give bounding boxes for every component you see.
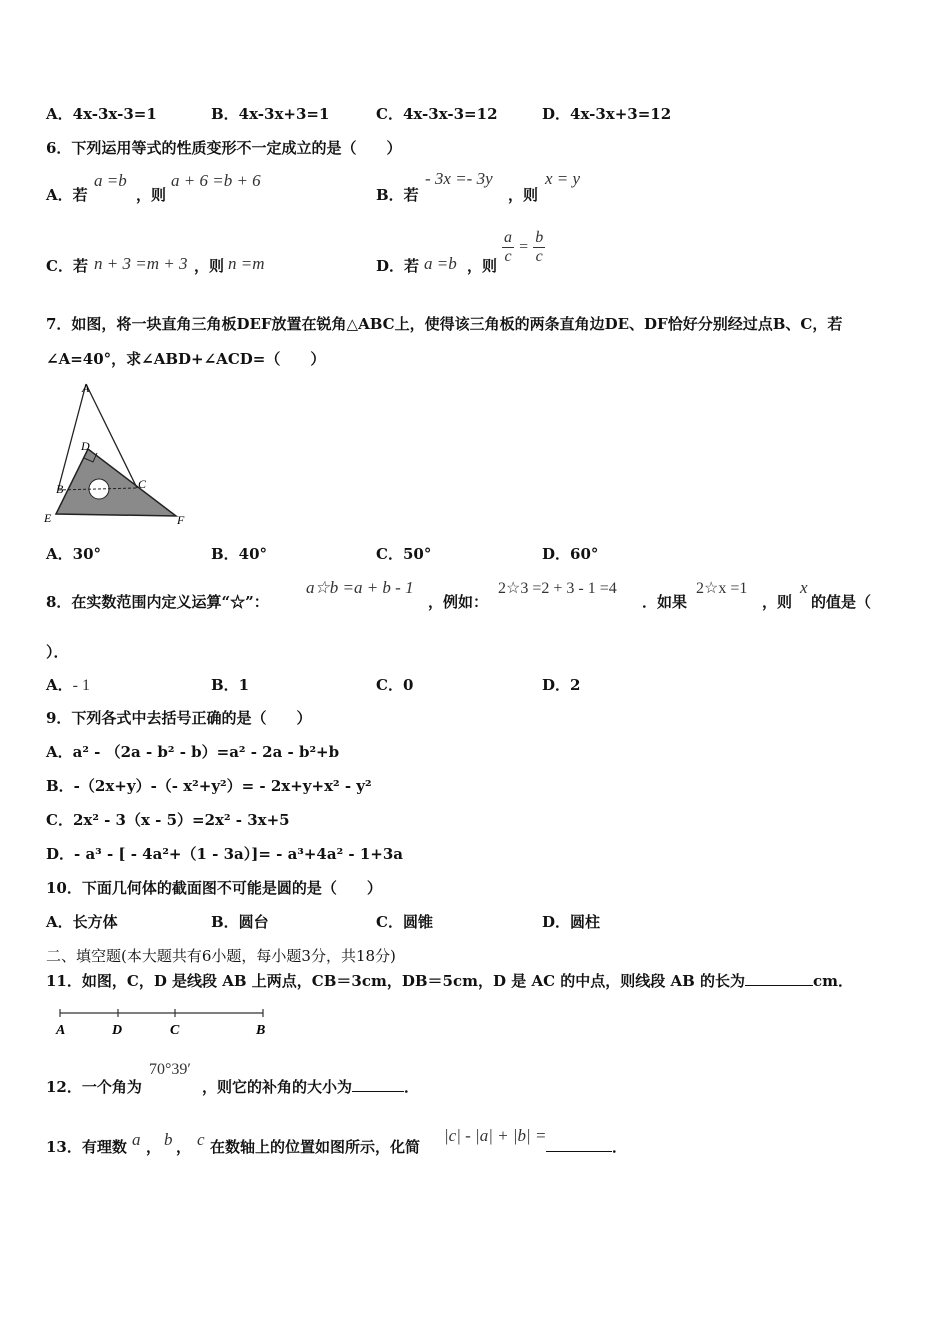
q6-option-d-fractions	[502, 229, 545, 266]
point-b-label: B	[256, 1023, 266, 1038]
q8-option-c: C．0	[376, 676, 414, 694]
q12-answer-blank[interactable]	[352, 1091, 404, 1092]
q10-option-a: A．长方体	[46, 913, 118, 931]
q6-option-d-then: ，则	[467, 257, 498, 275]
q6-option-c-label: C．若	[46, 257, 88, 275]
q7-triangle-figure	[40, 378, 200, 530]
q10-option-c: C．圆锥	[376, 913, 433, 931]
q8-text-3: ．如果	[642, 593, 688, 611]
equals-sign: =	[519, 238, 529, 256]
q9-option-d: D．- a³ - [ - 4a²+（1 - 3a）]= - a³+4a² - 1+3a	[46, 845, 403, 863]
label-b: B	[56, 482, 64, 496]
q6-option-d-math1: a =b	[424, 254, 457, 273]
q7-option-a: A．30°	[46, 545, 102, 563]
fraction-numerator: b	[535, 229, 544, 246]
q6-option-b-math2: x = y	[545, 169, 581, 188]
label-d: D	[81, 439, 90, 453]
q10-stem: 10．下面几何体的截面图不可能是圆的是（ ）	[46, 879, 382, 897]
q8-variable-x: x	[800, 578, 808, 597]
point-d-label: D	[112, 1023, 123, 1038]
triangle-ruler-def	[56, 449, 176, 516]
q12-text-2	[202, 1076, 419, 1097]
q5-option-a: A．4x-3x-3=1	[46, 105, 157, 123]
q7-stem-line2: ∠A=40°，求∠ABD+∠ACD=（ ）	[46, 350, 326, 368]
option-label: A．	[46, 676, 73, 694]
q8-option-b: B．1	[211, 676, 250, 694]
q13-expression: |c| - |a| + |b| =	[444, 1126, 547, 1145]
q5-option-c: C．4x-3x-3=12	[376, 105, 498, 123]
q6-option-a-then: ，则	[136, 186, 167, 204]
q6-option-b-label: B．若	[376, 186, 419, 204]
q6-option-c-math2: n =m	[228, 254, 265, 273]
q8-text-5: 的值是（	[811, 593, 872, 611]
q11-answer-blank[interactable]	[745, 985, 813, 986]
point-c-label: C	[170, 1023, 180, 1038]
q6-option-d-label: D．若	[376, 257, 420, 275]
q9-option-b: B．-（2x+y）-（- x²+y²）= - 2x+y+x² - y²	[46, 777, 372, 795]
q6-option-b-then: ，则	[508, 186, 539, 204]
q8-text-2: ，例如：	[428, 593, 489, 611]
q6-option-c-math1: n + 3 =m + 3	[94, 254, 188, 273]
q12-angle: 70°39′	[149, 1061, 191, 1078]
q9-option-a: A．a² - （2a - b² - b）=a² - 2a - b²+b	[46, 743, 340, 761]
q7-option-b: B．40°	[211, 545, 268, 563]
q7-option-c: C．50°	[376, 545, 432, 563]
q7-option-d: D．60°	[542, 545, 599, 563]
fraction-numerator: a	[504, 229, 512, 246]
label-c: C	[138, 477, 147, 491]
q8-text-4: ，则	[762, 593, 793, 611]
q13-var-a: a	[132, 1130, 141, 1149]
fraction-b-over-c	[533, 229, 545, 266]
section-2-heading: 二、填空题(本大题共有6小题，每小题3分，共18分)	[46, 947, 396, 965]
q6-option-b-math1: - 3x =- 3y	[425, 169, 493, 188]
q6-option-c-then: ，则	[194, 257, 225, 275]
option-value: - 1	[72, 677, 90, 694]
q11-text	[46, 970, 853, 991]
q13-text-1: 13．有理数	[46, 1138, 127, 1156]
q6-option-a-label: A．若	[46, 186, 88, 204]
q13-text-2: 在数轴上的位置如图所示，化简	[210, 1138, 421, 1156]
q13-answer-blank[interactable]	[546, 1151, 612, 1152]
q6-option-a-math1: a =b	[94, 171, 127, 190]
label-f: F	[177, 513, 185, 527]
label-e: E	[44, 511, 52, 525]
q13-end: ．	[612, 1138, 628, 1156]
q7-stem-line1: 7．如图，将一块直角三角板DEF放置在锐角△ABC上，使得该三角板的两条直角边DE、DF恰好分别经过点B、C，若	[46, 315, 843, 333]
q5-option-d: D．4x-3x+3=12	[542, 105, 672, 123]
q10-option-d: D．圆柱	[542, 913, 601, 931]
q13-answer	[546, 1136, 627, 1157]
q11-stem: 11．如图，C，D 是线段 AB 上两点，CB＝3cm，DB＝5cm，D 是 AC 的中点，则线段 AB 的长为	[46, 972, 746, 990]
label-a: A	[82, 381, 90, 395]
q8-example: 2☆3 =2 + 3 - 1 =4	[498, 580, 617, 597]
fraction-a-over-c	[502, 229, 514, 266]
point-a-label: A	[56, 1023, 66, 1038]
q8-option-a	[46, 674, 90, 695]
q11-segment-figure	[50, 1004, 280, 1040]
fraction-denominator: c	[535, 248, 543, 265]
q5-option-b: B．4x-3x+3=1	[211, 105, 330, 123]
q6-option-a-math2: a + 6 =b + 6	[171, 171, 261, 190]
fraction-denominator: c	[504, 248, 512, 265]
q13-sep-2: ，	[176, 1138, 192, 1156]
q8-option-d: D．2	[542, 676, 581, 694]
q8-text-1: 8．在实数范围内定义运算“☆”：	[46, 593, 269, 611]
q10-option-b: B．圆台	[211, 913, 269, 931]
q8-condition: 2☆x =1	[696, 580, 748, 597]
q8-text-line2: ）．	[46, 643, 69, 661]
q13-var-c: c	[197, 1130, 205, 1149]
q13-sep-1: ，	[146, 1138, 162, 1156]
q12-text-1: 12．一个角为	[46, 1078, 142, 1096]
q12-end: ．	[404, 1078, 420, 1096]
q8-definition: a☆b =a + b - 1	[306, 578, 414, 597]
q13-var-b: b	[164, 1130, 173, 1149]
q9-stem: 9．下列各式中去括号正确的是（ ）	[46, 709, 312, 727]
q12-stem: ，则它的补角的大小为	[202, 1078, 353, 1096]
q9-option-c: C．2x² - 3（x - 5）=2x² - 3x+5	[46, 811, 290, 829]
q6-stem: 6．下列运用等式的性质变形不一定成立的是（ ）	[46, 139, 402, 157]
q11-unit: cm．	[813, 972, 854, 990]
